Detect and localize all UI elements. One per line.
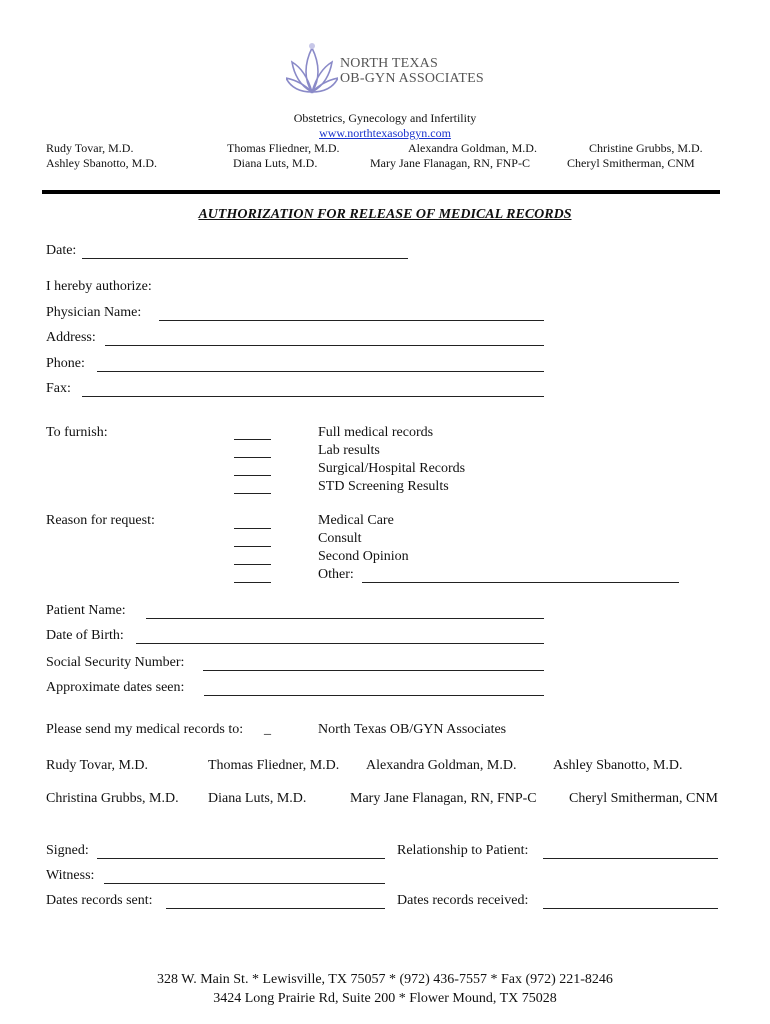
dates-sent-field[interactable] (166, 908, 385, 909)
provider-name: Rudy Tovar, M.D. (46, 141, 134, 155)
provider-name: Alexandra Goldman, M.D. (408, 141, 537, 155)
physician-name-label: Physician Name: (46, 305, 142, 320)
provider-name: Mary Jane Flanagan, RN, FNP-C (370, 156, 530, 170)
tagline: Obstetrics, Gynecology and Infertility (293, 111, 477, 125)
reason-checkbox-blank[interactable] (234, 582, 271, 583)
reason-label: Reason for request: (46, 513, 155, 528)
dates-sent-label: Dates records sent: (46, 893, 153, 908)
furnish-label: To furnish: (46, 425, 108, 440)
reason-option: Consult (318, 531, 362, 546)
reason-option: Medical Care (318, 513, 394, 528)
dob-label: Date of Birth: (46, 628, 124, 643)
signed-label: Signed: (46, 843, 89, 858)
date-label: Date: (46, 243, 77, 258)
send-provider: Cheryl Smitherman, CNM (569, 791, 718, 806)
signed-field[interactable] (97, 858, 385, 859)
patient-name-label: Patient Name: (46, 603, 126, 618)
reason-checkbox-blank[interactable] (234, 528, 271, 529)
ssn-label: Social Security Number: (46, 655, 185, 670)
dob-field[interactable] (136, 643, 544, 644)
reason-checkbox-blank[interactable] (234, 564, 271, 565)
dates-received-field[interactable] (543, 908, 718, 909)
furnish-checkbox-blank[interactable] (234, 457, 271, 458)
provider-name: Ashley Sbanotto, M.D. (46, 156, 157, 170)
relationship-label: Relationship to Patient: (397, 843, 529, 858)
phone-label: Phone: (46, 356, 85, 371)
lotus-logo-icon (286, 40, 338, 98)
website-link[interactable]: www.northtexasobgyn.com (319, 126, 451, 140)
furnish-checkbox-blank[interactable] (234, 439, 271, 440)
provider-name: Cheryl Smitherman, CNM (567, 156, 695, 170)
dates-seen-field[interactable] (204, 695, 544, 696)
relationship-field[interactable] (543, 858, 718, 859)
org-name-line2: OB-GYN ASSOCIATES (340, 71, 484, 86)
furnish-option: Lab results (318, 443, 380, 458)
witness-label: Witness: (46, 868, 95, 883)
date-field[interactable] (82, 258, 408, 259)
furnish-option: STD Screening Results (318, 479, 449, 494)
fax-label: Fax: (46, 381, 71, 396)
send-provider: Diana Luts, M.D. (208, 791, 307, 806)
send-provider: Thomas Fliedner, M.D. (208, 758, 340, 773)
address-field[interactable] (105, 345, 544, 346)
provider-name: Diana Luts, M.D. (233, 156, 318, 170)
fax-field[interactable] (82, 396, 544, 397)
provider-name: Thomas Fliedner, M.D. (227, 141, 340, 155)
provider-name: Christine Grubbs, M.D. (589, 141, 703, 155)
practice-name: North Texas OB/GYN Associates (318, 722, 507, 737)
org-name-line1: NORTH TEXAS (340, 56, 438, 71)
physician-name-field[interactable] (159, 320, 544, 321)
dates-seen-label: Approximate dates seen: (46, 680, 185, 695)
send-to-label: Please send my medical records to: (46, 722, 244, 737)
furnish-option: Full medical records (318, 425, 434, 440)
header-divider (42, 190, 720, 194)
furnish-checkbox-blank[interactable] (234, 493, 271, 494)
footer-address-2: 3424 Long Prairie Rd, Suite 200 * Flower Mound, TX 75028 (213, 991, 557, 1006)
form-title: AUTHORIZATION FOR RELEASE OF MEDICAL RECORDS (198, 207, 572, 222)
furnish-option: Surgical/Hospital Records (318, 461, 466, 476)
reason-option: Second Opinion (318, 549, 409, 564)
send-provider: Alexandra Goldman, M.D. (366, 758, 517, 773)
ssn-field[interactable] (203, 670, 544, 671)
phone-field[interactable] (97, 371, 544, 372)
patient-name-field[interactable] (146, 618, 544, 619)
org-name (340, 56, 484, 86)
reason-checkbox-blank[interactable] (234, 546, 271, 547)
send-to-blank[interactable]: _ (264, 722, 271, 737)
send-provider: Mary Jane Flanagan, RN, FNP-C (350, 791, 537, 806)
authorize-label: I hereby authorize: (46, 279, 152, 294)
other-reason-field[interactable] (362, 582, 679, 583)
send-provider: Christina Grubbs, M.D. (46, 791, 179, 806)
reason-option: Other: (318, 567, 354, 582)
witness-field[interactable] (104, 883, 385, 884)
furnish-checkbox-blank[interactable] (234, 475, 271, 476)
address-label: Address: (46, 330, 96, 345)
footer-address-1: 328 W. Main St. * Lewisville, TX 75057 * (972) 436-7557 * Fax (972) 221-8246 (157, 972, 613, 987)
send-provider: Rudy Tovar, M.D. (46, 758, 149, 773)
dates-received-label: Dates records received: (397, 893, 529, 908)
send-provider: Ashley Sbanotto, M.D. (553, 758, 683, 773)
